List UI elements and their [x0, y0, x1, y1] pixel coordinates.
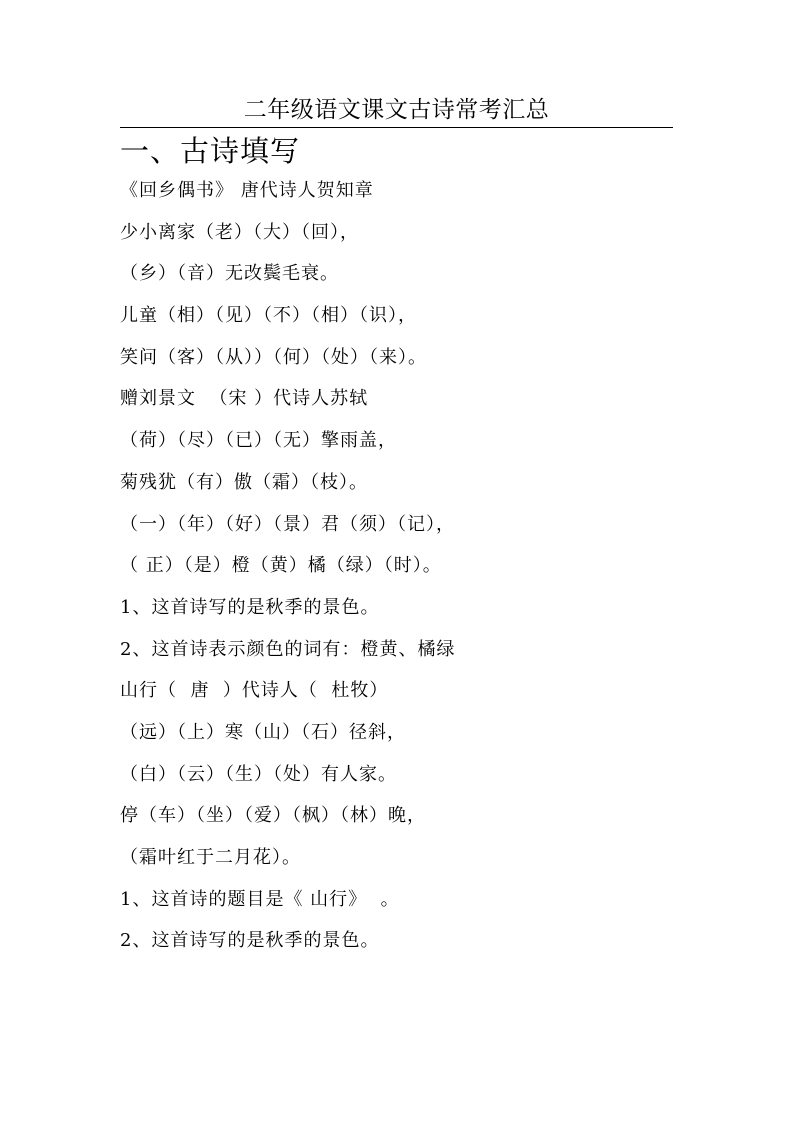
poem-line: 菊残犹（有）傲（霜）（枝）。 [120, 471, 368, 493]
question-line: 2、这首诗表示颜色的词有：橙黄、橘绿 [120, 638, 456, 660]
question-line: 2、这首诗写的是秋季的景色。 [120, 930, 380, 952]
poem-title-line: 山行（ 唐 ）代诗人（ 杜牧） [120, 680, 389, 702]
poem-line: 少小离家（老）（大）（回）， [120, 221, 359, 243]
poem-line: （远）（上）寒（山）（石）径斜， [120, 721, 406, 743]
poem-title-line: 赠刘景文 （宋 ）代诗人苏轼 [120, 388, 369, 410]
poem-lines [120, 170, 680, 962]
poem-line: 停（车）（坐）（爱）（枫）（林）晚， [120, 805, 426, 827]
poem-line: 笑问（客）（从））（何）（处）（来）。 [120, 346, 427, 368]
poem-line: 儿童（相）（见）（不）（相）（识）， [120, 305, 417, 327]
title-underline [120, 127, 673, 128]
document-title: 二年级语文课文古诗常考汇总 [243, 97, 550, 123]
poem-title-line: 《回乡偶书》 唐代诗人贺知章 [120, 180, 374, 201]
poem-line: （荷）（尽）（已）（无）擎雨盖， [120, 430, 397, 452]
poem-line: （ 正）（是）橙（黄）橘（绿）（时）。 [120, 555, 442, 577]
question-line: 1、这首诗的题目是《 山行》 。 [120, 888, 400, 910]
poem-line: （白）（云）（生）（处）有人家。 [120, 763, 397, 785]
poem-line: （一）（年）（好）（景）君（须）（记）， [120, 513, 455, 535]
poem-line: （霜叶红于二月花）。 [120, 847, 301, 868]
question-line: 1、这首诗写的是秋季的景色。 [120, 596, 380, 618]
section-heading: 一、古诗填写 [120, 134, 301, 168]
poem-line: （乡）（音）无改鬓毛衰。 [120, 263, 339, 285]
